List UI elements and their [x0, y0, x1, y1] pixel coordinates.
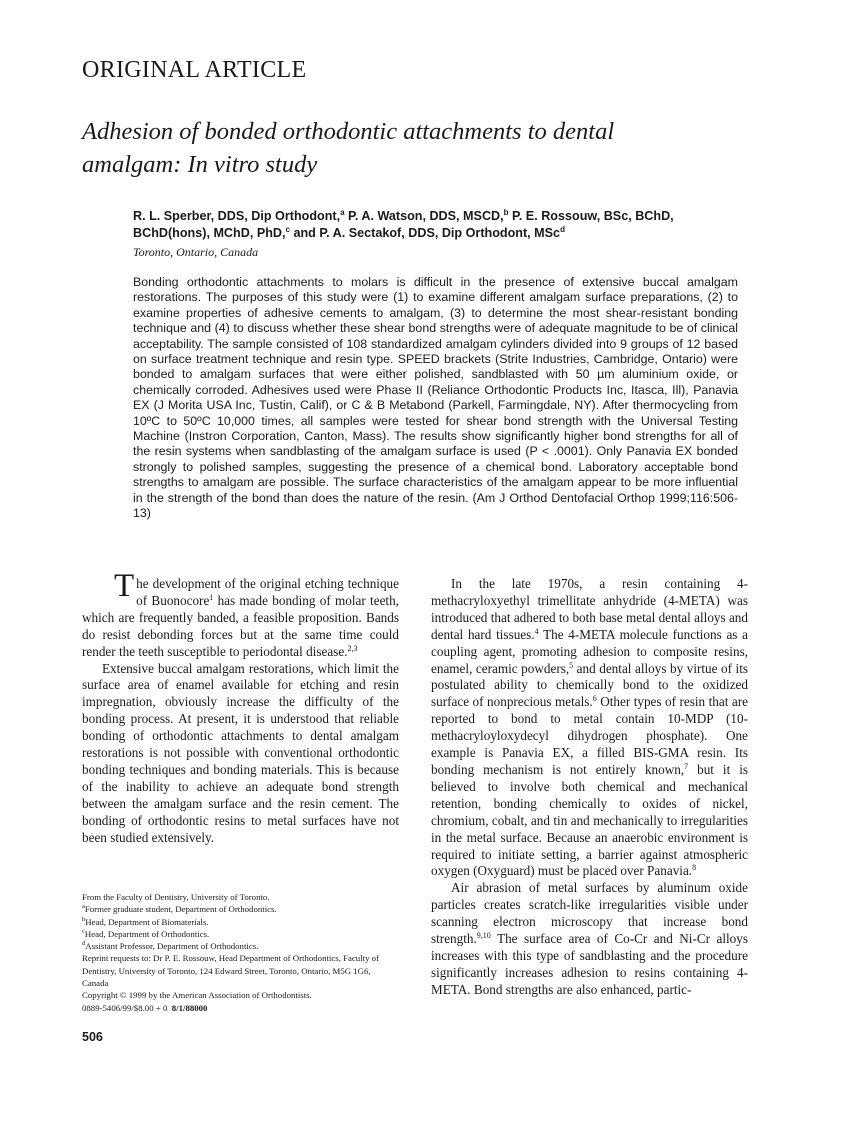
body-column-left: [82, 568, 399, 847]
title-line-2: amalgam: In vitro study: [82, 151, 318, 178]
citation: 4: [534, 626, 539, 636]
footnote-reprint: Reprint requests to: Dr P. E. Rossouw, Head Department of Orthodontics, Faculty of Dentistry, University of Toronto, 124 Edward Street, Toronto, Ontario, M5G 1G6, Canada: [82, 953, 380, 989]
author-3-mark: c: [285, 225, 290, 234]
author-3: P. E. Rossouw, BSc, BChD, BChD(hons), MChD, PhD,: [133, 209, 674, 240]
body-text: Air abrasion of metal surfaces by aluminum oxide particles creates scratch-like irregularities visible under scanning electron microscopy that increase bond strength.: [431, 880, 748, 947]
footnote-text: 8/1/88000: [167, 1002, 208, 1013]
citation: 7: [684, 761, 689, 771]
footnote-mark: a: [82, 903, 85, 911]
footnote-d: [82, 940, 399, 952]
footnotes: [82, 891, 399, 1014]
author-2-mark: b: [503, 208, 509, 217]
abstract: Bonding orthodontic attachments to molars is difficult in the presence of extensive buccal amalgam restorations. The purposes of this study were (1) to examine different amalgam surface preparations, (2) to examine properties of adhesive cements to amalgam, (3) to determine the most shear-resistant bonding technique and (4) to discuss whether these shear bond strengths were of adequate magnitude to be of clinical acceptability. The sample consisted of 108 standardized amalgam cylinders divided into 9 groups of 12 based on surface treatment technique and resin type. SPEED brackets (Strite Industries, Cambridge, Ontario) were bonded to amalgam surfaces that were either polished, sandblasted with 50 µm aluminium oxide, or chemically corroded. Adhesives used were Phase II (Reliance Orthodontic Products Inc, Itasca, Ill), Panavia EX (J Morita USA Inc, Tustin, Calif), or C & B Metabond (Parkell, Farmingdale, NY). After thermocycling from 10ºC to 50ºC 10,000 times, all samples were tested for shear bond strength with the Universal Testing Machine (Instron Corporation, Canton, Mass). The results show significantly higher bond strengths for all of the resin systems when sandblasting of the amalgam surface is used (P < .0001). Only Panavia EX bonded strongly to polished samples, suggesting the presence of a chemical bond. Laboratory acceptable bond strengths to amalgam are possible. The surface characteristics of the amalgam appear to be more influential in the strength of the bond than does the nature of the resin. (Am J Orthod Dentofacial Orthop 1999;116:506-13): [133, 275, 738, 521]
body-text: has made bonding of molar teeth, which are frequently banded, a feasible proposition. Bands do resist debonding forces but at the same time could render the teeth susceptible to periodontal disease.: [82, 592, 399, 659]
body-paragraph: [431, 576, 748, 880]
footnote-text: Head, Department of Biomaterials.: [85, 916, 209, 927]
footnote-code: [82, 1002, 399, 1014]
footnote-copyright: Copyright © 1999 by the American Association of Orthodontists.: [82, 990, 312, 1001]
body-text: but it is believed to involve both chemical and mechanical retention, bonding chemically to oxides of nickel, chromium, cobalt, and tin and mechanically to irregularities in the metal surface. Because an anaerobic environment is required to initiate setting, a barrier against atmospheric oxygen (Oxyguard) must be placed over Panavia.: [431, 761, 749, 879]
body-text: The 4-META molecule functions as a coupling agent, promoting adhesion to composite resins, enamel, ceramic powders,: [431, 626, 749, 676]
article-title: [82, 115, 722, 181]
footnote-mark: c: [82, 927, 85, 935]
footnote-a: [82, 903, 399, 915]
footnote-text: Head, Department of Orthodontics.: [84, 928, 210, 939]
footnote-b: [82, 916, 399, 928]
body-text: he development of the original etching technique of Buonocore: [136, 576, 399, 608]
footnote-mark: d: [82, 940, 86, 948]
footnote-from: From the Faculty of Dentistry, University of Toronto.: [82, 892, 270, 902]
body-text: The surface area of Co-Cr and Ni-Cr alloys increases with this type of sandblasting and the procedure significantly increases adhesion to resins containing 4-META. Bond strengths are also enhanced, partic-: [431, 931, 748, 997]
body-paragraph: Extensive buccal amalgam restorations, which limit the surface area of enamel available for etching and resin impregnation, obviously increase the difficulty of the bonding process. At present, it is understood that reliable bonding of orthodontic attachments to dental amalgam restorations is not possible with conventional orthodontic bonding techniques and bonding materials. This is because of the inability to achieve an adequate bond strength between the amalgam surface and the resin cement. The bonding of orthodontic resins to metal surfaces have not been studied extensively.: [82, 660, 399, 845]
footnote-text: Assistant Professor, Department of Orthodontics.: [85, 941, 259, 952]
author-1-mark: a: [340, 208, 345, 217]
author-1: R. L. Sperber, DDS, Dip Orthodont,: [133, 209, 341, 223]
title-line-1: Adhesion of bonded orthodontic attachments to dental: [82, 118, 615, 145]
author-2: P. A. Watson, DDS, MSCD,: [344, 209, 504, 223]
drop-cap: T: [114, 568, 135, 604]
author-list: [133, 208, 733, 242]
body-text: and dental alloys by virtue of its postulated ability to chemically bond to the oxidized surface of nonprecious metals.: [431, 660, 749, 710]
body-column-right: [431, 576, 748, 999]
footnote-text: 0889-5406/99/$8.00 + 0: [82, 1002, 168, 1013]
body-text: In the late 1970s, a resin containing 4-methacryloxyethyl trimellitate anhydride (4-META) was introduced that adhered to both base metal dental alloys and dental hard tissues.: [431, 576, 748, 642]
author-4-mark: d: [560, 225, 565, 234]
citation: 2,3: [347, 643, 358, 653]
citation: 9,10: [476, 931, 491, 941]
citation: 1: [209, 592, 214, 602]
body-paragraph: [82, 568, 399, 661]
citation: 6: [592, 694, 597, 704]
author-4: and P. A. Sectakof, DDS, Dip Orthodont, MSc: [289, 226, 561, 240]
footnote-text: Former graduate student, Department of Orthodontics.: [84, 904, 277, 915]
citation: 5: [569, 660, 574, 670]
body-paragraph: [431, 880, 748, 998]
body-text: Other types of resin that are reported to bond to metal contain 10-MDP (10-methacryloyloxydecyl dihydrogen phosphate). One example is Panavia EX, a filled BIS-GMA resin. Its bonding mechanism is not entirely known,: [431, 694, 748, 777]
page-number: 506: [82, 1030, 103, 1044]
footnote-c: [82, 928, 399, 940]
section-label: ORIGINAL ARTICLE: [82, 57, 307, 83]
footnote-mark: b: [82, 915, 86, 923]
citation: 8: [692, 863, 697, 873]
affiliation: Toronto, Ontario, Canada: [133, 245, 259, 259]
